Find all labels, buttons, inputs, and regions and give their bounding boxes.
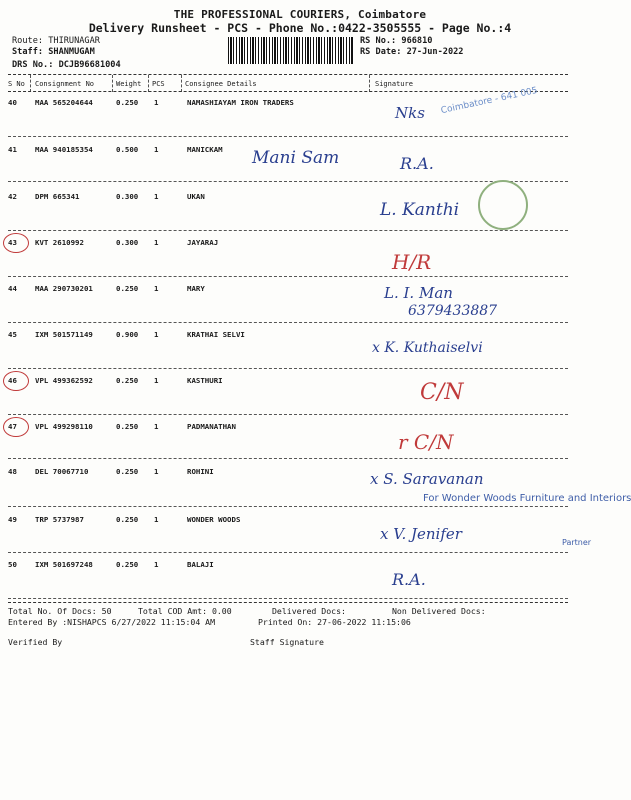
row-sno: 40 — [8, 98, 17, 107]
row-sno: 50 — [8, 560, 17, 569]
col-header-pcs: PCS — [152, 80, 165, 88]
verified-by: Verified By — [8, 637, 63, 647]
row-weight: 0.300 — [116, 192, 139, 201]
row-pcs: 1 — [154, 145, 159, 154]
row-consignee: BALAJI — [187, 560, 214, 569]
row-divider — [8, 458, 568, 459]
signature-row-46: C/N — [420, 380, 464, 405]
row-divider — [8, 181, 568, 182]
signature-row-45: x K. Kuthaiselvi — [372, 340, 483, 356]
row-divider — [8, 368, 568, 369]
header-top-rule — [8, 74, 568, 75]
row-divider — [8, 552, 568, 553]
row-consignment: IXM 501571149 — [35, 330, 93, 339]
col-divider — [112, 75, 113, 92]
route-label: Route: THIRUNAGAR — [12, 36, 100, 46]
round-stamp-icon — [478, 180, 528, 230]
row-divider — [8, 506, 568, 507]
signature-row-44: L. I. Man — [384, 284, 453, 302]
signature-row-40: Nks — [395, 104, 425, 122]
row-pcs: 1 — [154, 515, 159, 524]
total-cod: Total COD Amt: 0.00 — [138, 606, 232, 616]
row-divider — [8, 598, 568, 599]
row-divider — [8, 136, 568, 137]
staff-signature: Staff Signature — [250, 637, 324, 647]
phone-number-row-44: 6379433887 — [408, 303, 498, 319]
rs-date: RS Date: 27-Jun-2022 — [360, 47, 464, 57]
rs-number: RS No.: 966810 — [360, 36, 433, 46]
row-pcs: 1 — [154, 560, 159, 569]
row-weight: 0.500 — [116, 145, 139, 154]
row-pcs: 1 — [154, 330, 159, 339]
red-circle-mark — [3, 233, 29, 253]
row-consignee: ROHINI — [187, 467, 214, 476]
company-title: THE PROFESSIONAL COURIERS, Coimbatore — [173, 8, 427, 21]
row-sno: 47 — [8, 422, 17, 431]
row-sno: 44 — [8, 284, 17, 293]
col-divider — [30, 75, 31, 92]
company-stamp: For Wonder Woods Furniture and Interiors — [423, 493, 631, 504]
delivered-docs: Delivered Docs: — [272, 606, 346, 616]
entered-by: Entered By :NISHAPCS 6/27/2022 11:15:04 AM — [8, 617, 216, 627]
row-weight: 0.250 — [116, 560, 139, 569]
total-docs: Total No. Of Docs: 50 — [8, 606, 112, 616]
signature-row-47: r C/N — [398, 430, 454, 454]
row-consignment: VPL 499362592 — [35, 376, 93, 385]
barcode — [228, 37, 354, 64]
row-sno: 46 — [8, 376, 17, 385]
col-divider — [369, 75, 370, 92]
col-header-signature: Signature — [375, 80, 413, 88]
red-circle-mark — [3, 417, 29, 437]
row-weight: 0.250 — [116, 467, 139, 476]
row-pcs: 1 — [154, 238, 159, 247]
row-sno: 49 — [8, 515, 17, 524]
row-sno: 41 — [8, 145, 17, 154]
row-consignment: DPM 665341 — [35, 192, 80, 201]
row-pcs: 1 — [154, 376, 159, 385]
non-delivered-docs: Non Delivered Docs: — [392, 606, 486, 616]
company-stamp: Partner — [562, 538, 592, 547]
row-consignment: IXM 501697248 — [35, 560, 93, 569]
row-consignee: PADMANATHAN — [187, 422, 236, 431]
row-weight: 0.250 — [116, 284, 139, 293]
row-consignment: MAA 290730201 — [35, 284, 93, 293]
row-consignment: VPL 499298110 — [35, 422, 93, 431]
col-divider — [181, 75, 182, 92]
row-consignee: JAYARAJ — [187, 238, 219, 247]
row-weight: 0.250 — [116, 422, 139, 431]
handwritten-name-row-41: Mani Sam — [252, 148, 340, 168]
row-pcs: 1 — [154, 192, 159, 201]
footer-rule — [8, 602, 568, 603]
printed-on: Printed On: 27-06-2022 11:15:06 — [258, 617, 411, 627]
row-weight: 0.250 — [116, 98, 139, 107]
row-consignment: MAA 565204644 — [35, 98, 93, 107]
runsheet-title: Delivery Runsheet - PCS - Phone No.:0422-3505555 - Page No.:4 — [88, 21, 512, 35]
row-consignee: KRATHAI SELVI — [187, 330, 245, 339]
row-consignee: KASTHURI — [187, 376, 223, 385]
company-stamp: Coimbatore - 641 005 — [440, 85, 539, 117]
col-header-weight: Weight — [116, 80, 142, 88]
row-pcs: 1 — [154, 467, 159, 476]
row-consignee: MANICKAM — [187, 145, 223, 154]
row-divider — [8, 322, 568, 323]
staff-label: Staff: SHANMUGAM — [12, 47, 95, 57]
col-header-consignee: Consignee Details — [185, 80, 257, 88]
row-sno: 43 — [8, 238, 17, 247]
drs-number: DRS No.: DCJB96681004 — [12, 60, 121, 70]
row-consignment: DEL 70067710 — [35, 467, 89, 476]
row-weight: 0.900 — [116, 330, 139, 339]
row-weight: 0.250 — [116, 515, 139, 524]
row-sno: 45 — [8, 330, 17, 339]
row-divider — [8, 230, 568, 231]
row-sno: 42 — [8, 192, 17, 201]
header-bottom-rule — [8, 91, 568, 92]
col-header-sno: S No — [8, 80, 25, 88]
row-pcs: 1 — [154, 98, 159, 107]
signature-row-42: L. Kanthi — [380, 200, 460, 220]
row-consignee: NAMASHIAYAM IRON TRADERS — [187, 98, 294, 107]
row-consignee: MARY — [187, 284, 205, 293]
signature-row-48: x S. Saravanan — [370, 470, 484, 488]
row-pcs: 1 — [154, 422, 159, 431]
signature-row-49: x V. Jenifer — [380, 525, 462, 543]
red-circle-mark — [3, 371, 29, 391]
row-consignment: TRP 5737987 — [35, 515, 84, 524]
signature-row-41: R.A. — [400, 154, 434, 173]
signature-row-50: R.A. — [392, 570, 426, 589]
col-divider — [148, 75, 149, 92]
row-divider — [8, 276, 568, 277]
row-consignee: WONDER WOODS — [187, 515, 241, 524]
signature-row-43: H/R — [392, 250, 432, 274]
row-sno: 48 — [8, 467, 17, 476]
row-consignment: KVT 2610992 — [35, 238, 84, 247]
row-consignee: UKAN — [187, 192, 205, 201]
row-divider — [8, 414, 568, 415]
row-pcs: 1 — [154, 284, 159, 293]
row-weight: 0.250 — [116, 376, 139, 385]
row-consignment: MAA 940185354 — [35, 145, 93, 154]
row-weight: 0.300 — [116, 238, 139, 247]
col-header-consignment: Consignment No — [35, 80, 95, 88]
